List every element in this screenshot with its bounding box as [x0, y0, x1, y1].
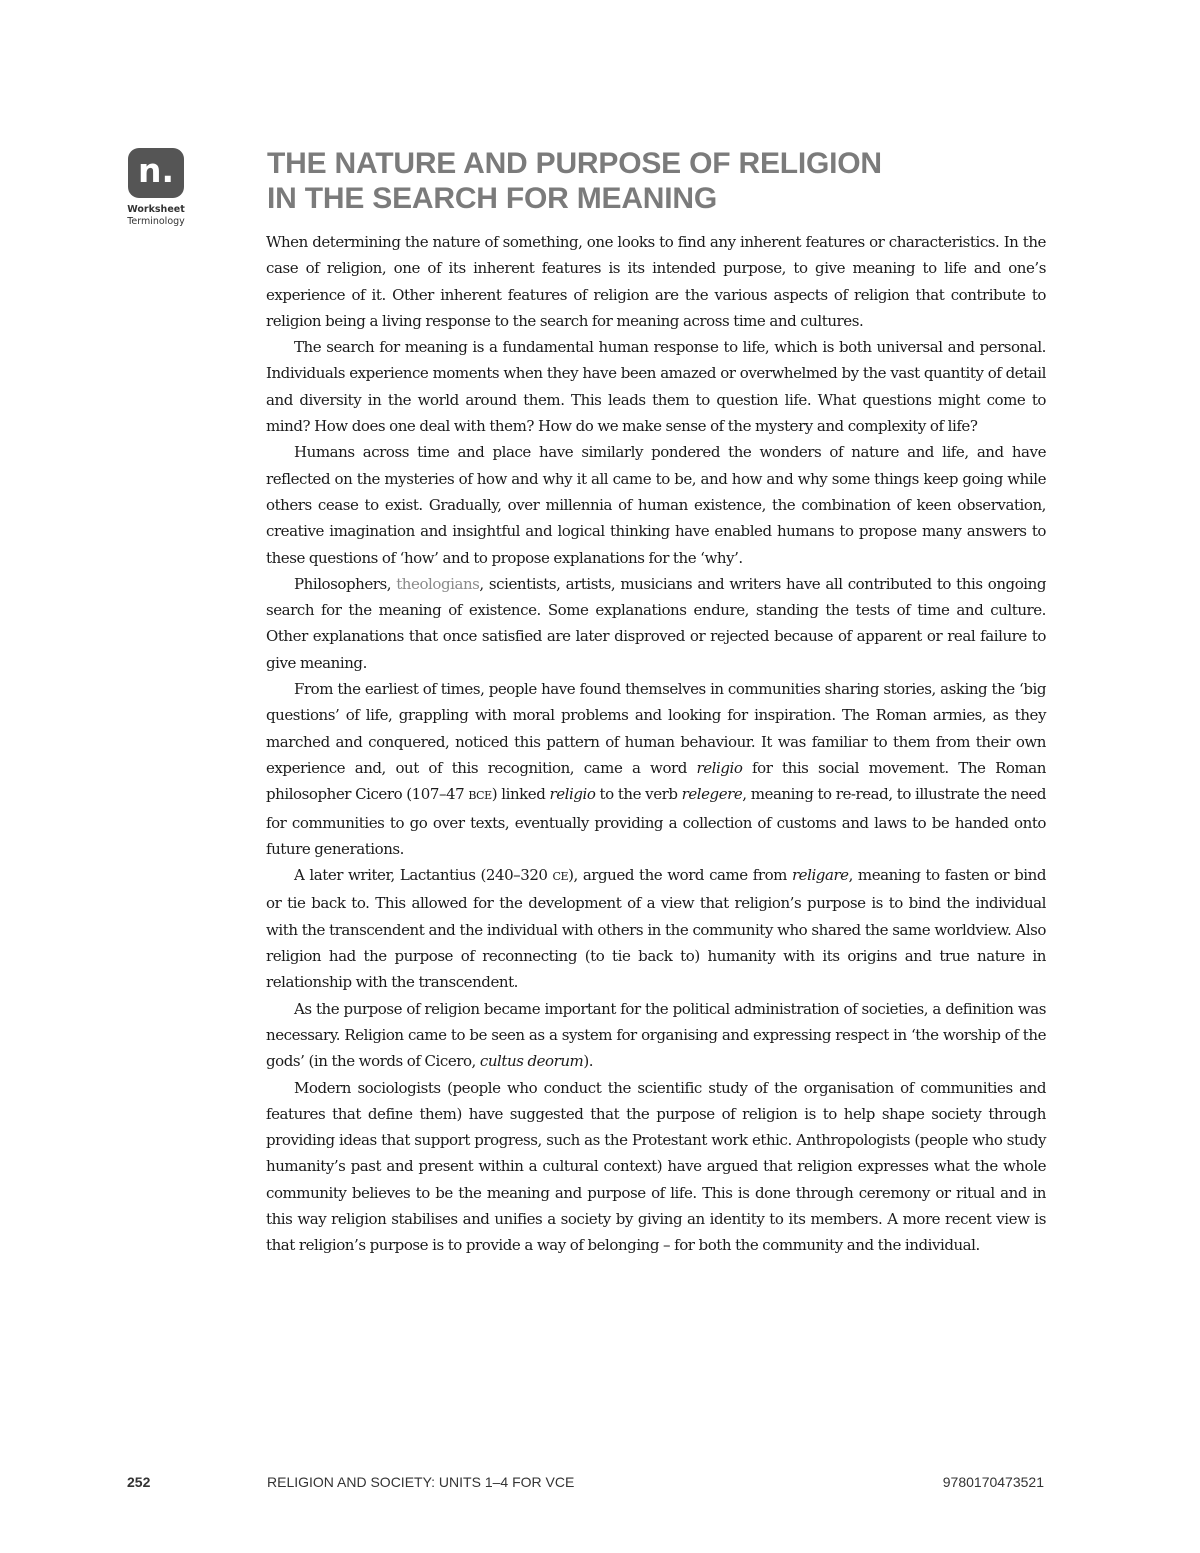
- worksheet-label[interactable]: [122, 204, 190, 228]
- paragraph-6: [266, 862, 1046, 995]
- paragraph-7-text-a: As the purpose of religion became important for the political administration of societies, a definition was necessary. Religion came to be seen as a system for organising and expressing respect in ‘the worship of the gods’ (in the words of Cicero,: [266, 999, 1046, 1071]
- isbn: 9780170473521: [942, 1474, 1044, 1490]
- paragraph-5-text-b: for this social movement. The Roman philosopher Cicero (107–47: [266, 758, 1046, 804]
- page-number: 252: [127, 1474, 151, 1490]
- page-title-line1: THE NATURE AND PURPOSE OF RELIGION: [267, 147, 882, 180]
- paragraph-8: Modern sociologists (people who conduct the scientific study of the organisation of communities and features that define them) have suggested that the purpose of religion is to help shape society through providing ideas that support progress, such as the Protestant work ethic. Anthropologists (people who study humanity’s past and present within a cultural context) have argued that religion expresses what the whole community believes to be the meaning and purpose of life. This is done through ceremony or ritual and in this way religion stabilises and unifies a society by giving an identity to its members. A more recent view is that religion’s purpose is to provide a way of belonging – for both the community and the individual.: [266, 1078, 1046, 1255]
- paragraph-3: Humans across time and place have similarly pondered the wonders of nature and life, and have reflected on the mysteries of how and why it all came to be, and how and why some things keep going while others cease to exist. Gradually, over millennia of human existence, the combination of keen observation, creative imagination and insightful and logical thinking have enabled humans to propose many answers to these questions of ‘how’ and to propose explanations for the ‘why’.: [266, 443, 1046, 567]
- paragraph-4-text-a: Philosophers,: [294, 574, 397, 593]
- paragraph-4: [266, 571, 1046, 676]
- paragraph-7-text-b: ).: [583, 1052, 594, 1071]
- body-text: [266, 229, 1046, 1259]
- paragraph-5-text-c: ) linked: [491, 785, 550, 804]
- paragraph-6-text-b: ), argued the word came from: [568, 866, 792, 885]
- glossary-term-theologians[interactable]: theologians: [396, 574, 480, 593]
- era-ce: CE: [552, 870, 569, 884]
- latin-term-relegere: relegere: [681, 785, 743, 804]
- paragraph-7: [266, 996, 1046, 1075]
- worksheet-logo-icon[interactable]: n.: [128, 148, 184, 198]
- paragraph-2: The search for meaning is a fundamental human response to life, which is both universal and personal. Individuals experience moments when they have been amazed or overwhelmed by the vast quantity of detail and diversity in the world around them. This leads them to question life. What questions might come to mind? How does one deal with them? How do we make sense of the mystery and complexity of life?: [266, 338, 1046, 436]
- latin-term-religare: religare: [791, 866, 849, 885]
- paragraph-5: [266, 676, 1046, 862]
- latin-term-religio-2: religio: [549, 785, 596, 804]
- era-bce: BCE: [468, 789, 492, 803]
- paragraph-1: When determining the nature of something, one looks to find any inherent features or characteristics. In the case of religion, one of its inherent features is its intended purpose, to give meaning to life and one’s experience of it. Other inherent features of religion are the various aspects of religion that contribute to religion being a living response to the search for meaning across time and cultures.: [266, 233, 1046, 330]
- paragraph-6-text-c: , meaning to fasten or bind or tie back to. This allowed for the development of a view that religion’s purpose is to bind the individual with the transcendent and the individual with others in the community who shared the same worldview. Also religion had the purpose of reconnecting (to tie back to) humanity with its origins and true nature in relationship with the transcendent.: [266, 866, 1046, 992]
- worksheet-label-line1: Worksheet: [127, 204, 185, 215]
- book-title: RELIGION AND SOCIETY: UNITS 1–4 FOR VCE: [267, 1474, 575, 1490]
- latin-term-religio: religio: [696, 758, 743, 777]
- page-title-line2: IN THE SEARCH FOR MEANING: [267, 182, 718, 215]
- worksheet-sidebar: [122, 148, 190, 228]
- latin-term-cultus-deorum: cultus deorum: [479, 1052, 584, 1071]
- paragraph-5-text-d: to the verb: [595, 785, 682, 804]
- worksheet-label-line2: Terminology: [127, 216, 185, 227]
- paragraph-6-text-a: A later writer, Lactantius (240–320: [294, 866, 553, 885]
- paragraph-5-text-a: From the earliest of times, people have found themselves in communities sharing stories, asking the ‘big questions’ of life, grappling with moral problems and looking for inspiration. The Roman armies, as they marched and conquered, noticed this pattern of human behaviour. It was familiar to them from their own experience and, out of this recognition, came a word: [266, 680, 1046, 777]
- paragraph-5-text-e: , meaning to re-read, to illustrate the need for communities to go over texts, eventually providing a collection of customs and laws to be handed onto future generations.: [266, 785, 1047, 858]
- page-title: [267, 146, 1067, 216]
- paragraph-4-text-b: , scientists, artists, musicians and writers have all contributed to this ongoing search for the meaning of existence. Some explanations endure, standing the tests of time and culture. Other explanations that once satisfied are later disproved or rejected because of apparent or real failure to give meaning.: [266, 574, 1046, 672]
